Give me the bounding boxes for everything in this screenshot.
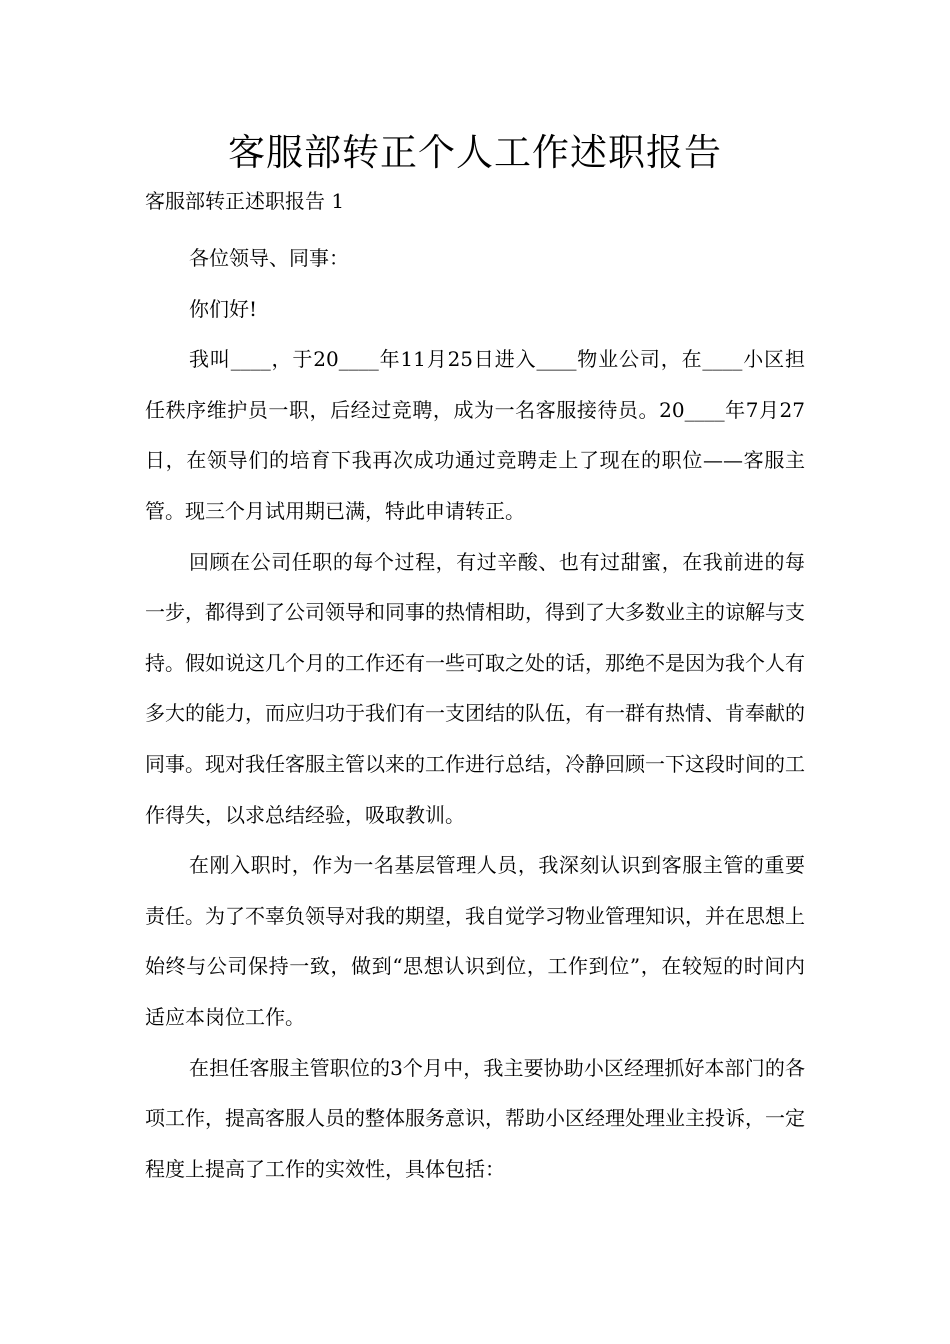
- paragraph-hello: 你们好!: [189, 296, 258, 321]
- paragraph-greeting: 各位领导、同事：: [189, 246, 349, 270]
- document-body: [145, 233, 805, 1194]
- paragraph-onboarding: 在刚入职时，作为一名基层管理人员，我深刻认识到客服主管的重要责任。为了不辜负领导对我的期望，我自觉学习物业管理知识，并在思想上始终与公司保持一致，做到“思想认识到位，工作到位”，在较短的时间内适应本岗位工作。: [145, 853, 805, 1029]
- paragraph-introduction: 我叫____，于20____年11月25日进入____物业公司，在____小区担任秩序维护员一职，后经过竞聘，成为一名客服接待员。20____年7月27日，在领导们的培育下我再次成功通过竞聘走上了现在的职位——客服主管。现三个月试用期已满，特此申请转正。: [145, 347, 805, 523]
- document-title: 客服部转正个人工作述职报告: [228, 131, 722, 174]
- document-subtitle: 客服部转正述职报告 1: [145, 189, 345, 213]
- paragraph-duties: 在担任客服主管职位的3个月中，我主要协助小区经理抓好本部门的各项工作，提高客服人员的整体服务意识，帮助小区经理处理业主投诉，一定程度上提高了工作的实效性，具体包括：: [145, 1055, 805, 1181]
- paragraph-review: 回顾在公司任职的每个过程，有过辛酸、也有过甜蜜，在我前进的每一步，都得到了公司领导和同事的热情相助，得到了大多数业主的谅解与支持。假如说这几个月的工作还有一些可取之处的话，那绝不是因为我个人有多大的能力，而应归功于我们有一支团结的队伍，有一群有热情、肯奉献的同事。现对我任客服主管以来的工作进行总结，冷静回顾一下这段时间的工作得失，以求总结经验，吸取教训。: [145, 549, 805, 827]
